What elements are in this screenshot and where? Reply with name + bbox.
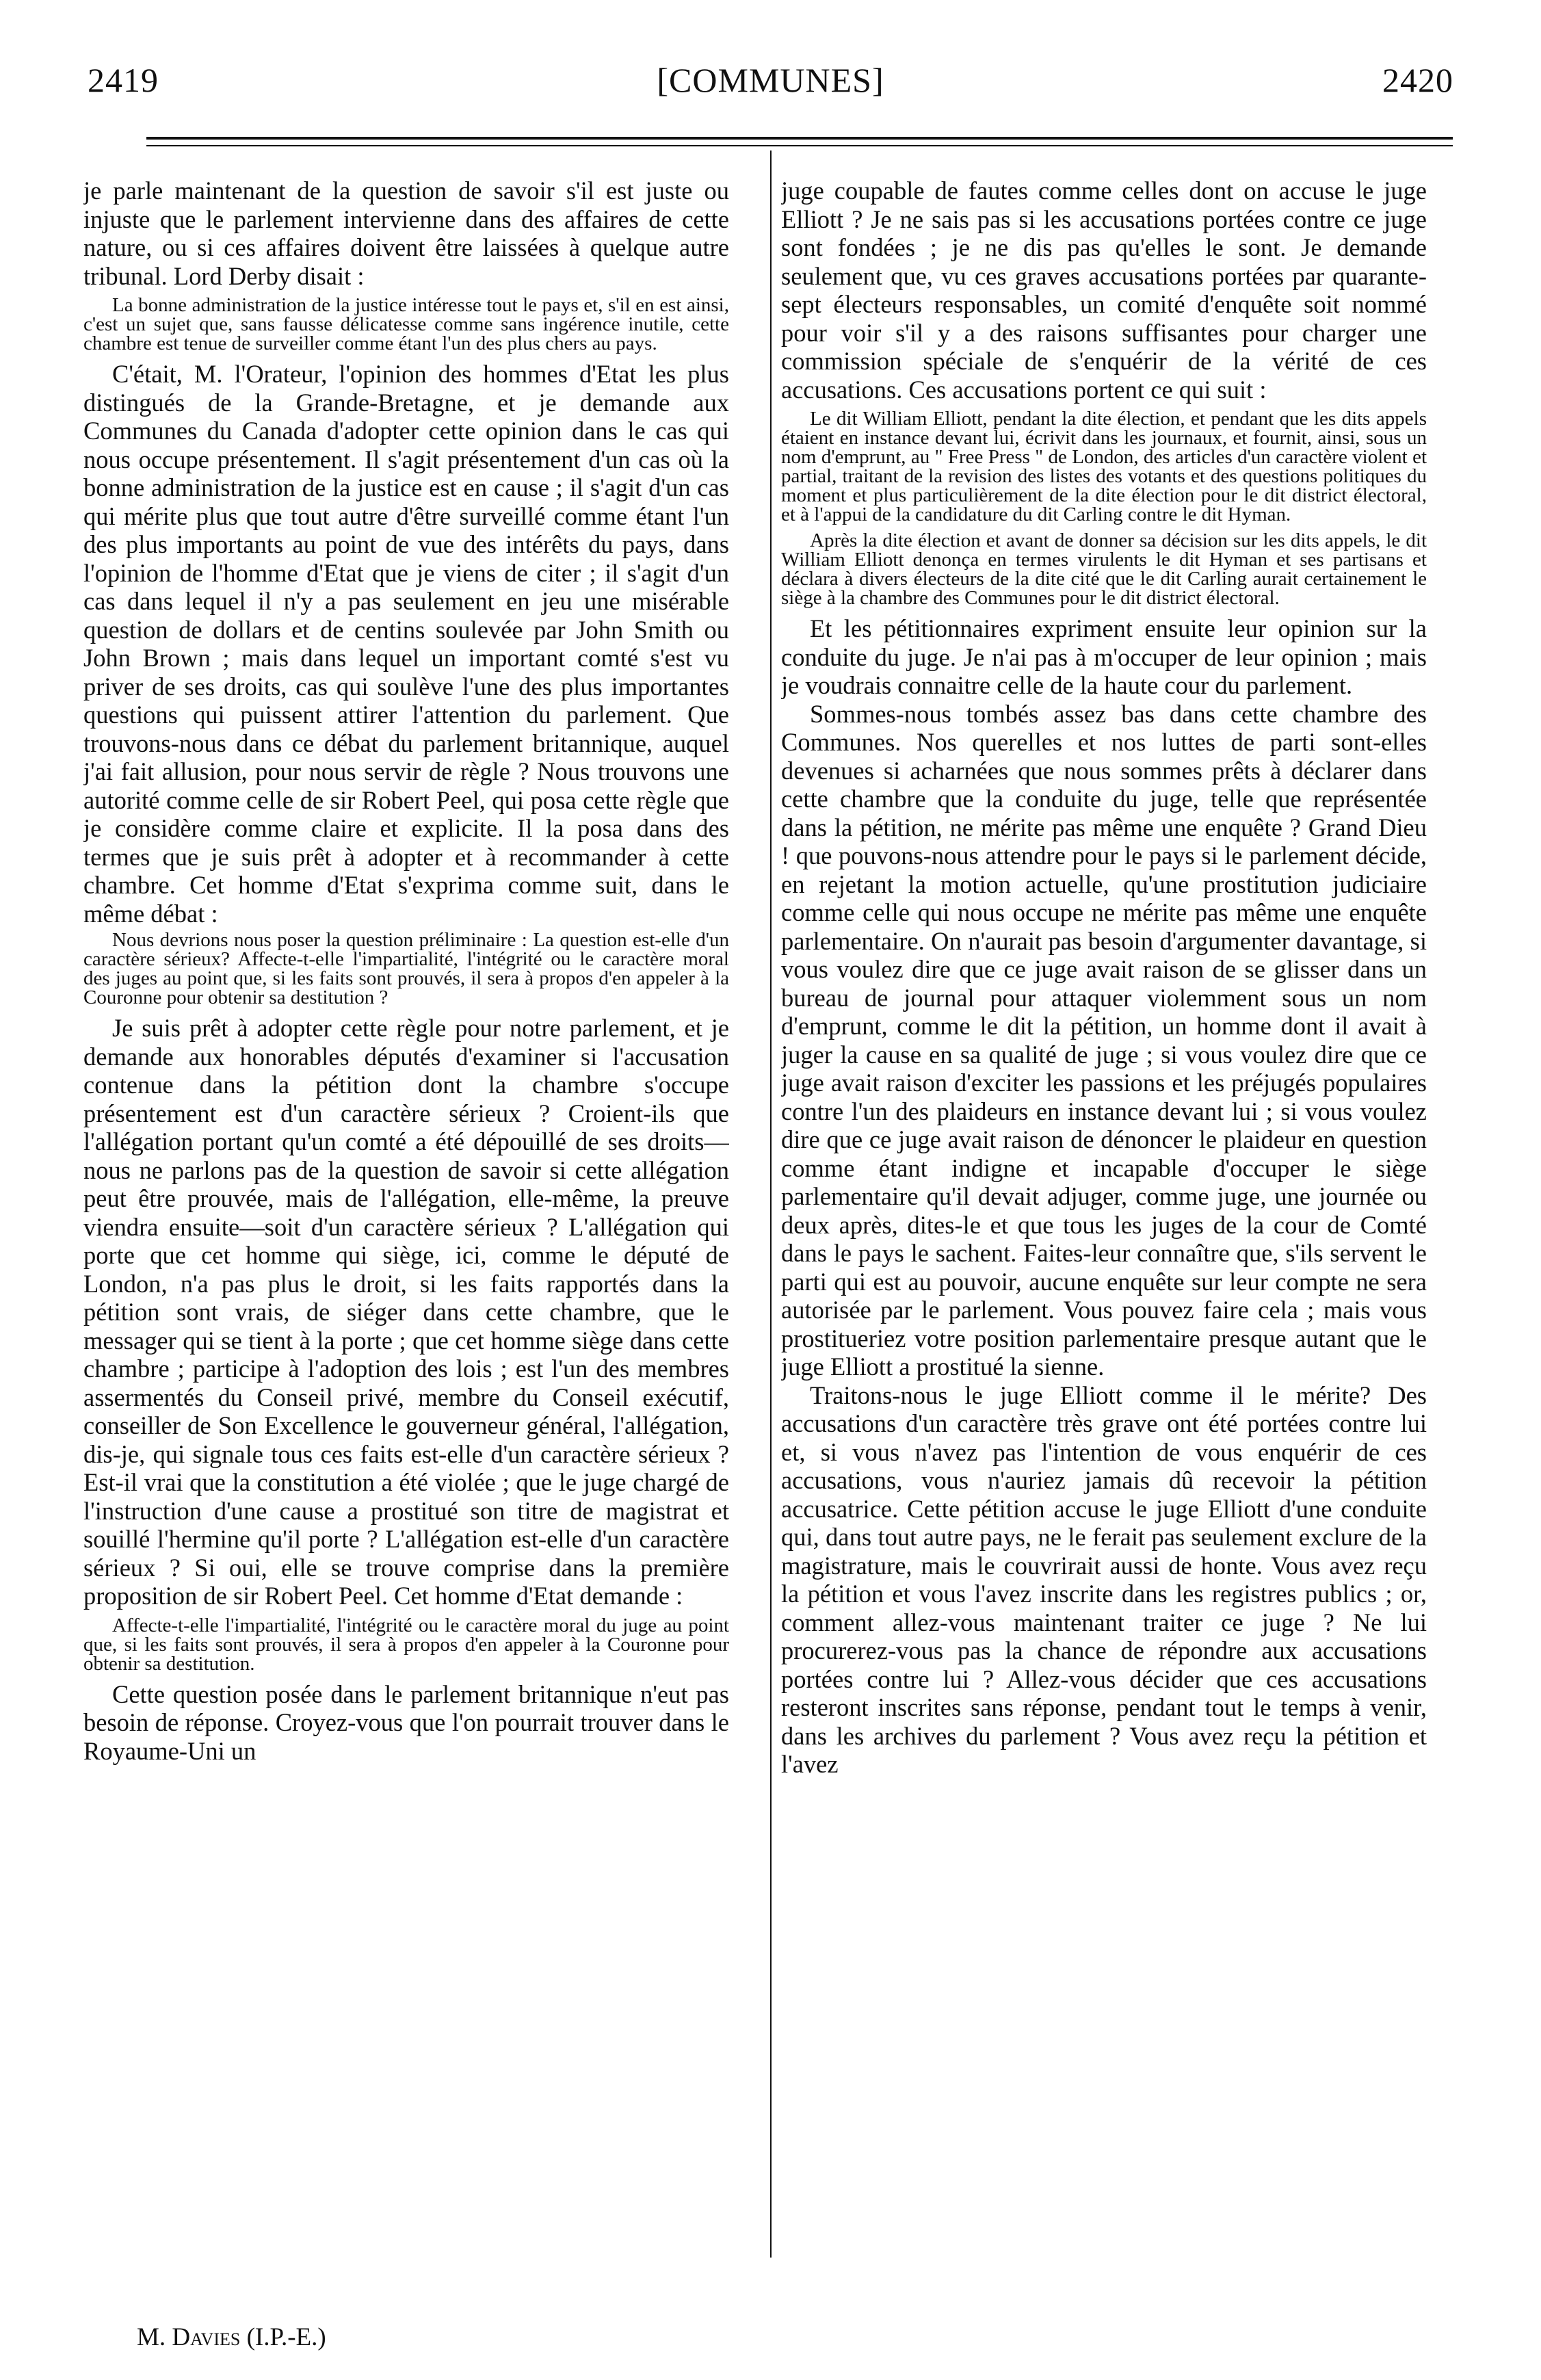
running-title: [COMMUNES] <box>657 61 884 99</box>
header-rule-thick <box>146 137 1453 140</box>
quotation: Après la dite élection et avant de donner sa décision sur les dits appels, le dit William Elliott denonça en termes virulents le dit Hyman et ses partisans et déclara à divers électeurs de la dite cité que le dit Carling aurait certainement le siège à la chambre des Communes pour le dit district électoral. <box>781 529 1427 609</box>
paragraph: je parle maintenant de la question de savoir s'il est juste ou injuste que le parlement intervienne dans des affaires de cette nature, ou si ces affaires doivent être laissées à quelque autre tribunal. Lord Derby disait : <box>83 176 729 290</box>
left-column <box>83 176 729 2284</box>
paragraph: Et les pétitionnaires expriment ensuite leur opinion sur la conduite du juge. Je n'ai pas à m'occuper de leur opinion ; mais je voudrais connaitre celle de la haute cour du parlement. <box>781 614 1427 699</box>
quotation: Nous devrions nous poser la question préliminaire : La question est-elle d'un caractère sérieux? Affecte-t-elle l'impartialité, l'intégrité ou le caractère moral des juges au point que, si les faits sont prouvés, il sera à propos d'en appeler à la Couronne pour obtenir sa destitution ? <box>83 929 729 1008</box>
page-header <box>88 60 1453 115</box>
column-divider <box>770 151 772 2258</box>
speaker-name: M. Davies (I.P.-E.) <box>137 2323 326 2351</box>
paragraph: C'était, M. l'Orateur, l'opinion des hommes d'Etat les plus distingués de la Grande-Bretagne, et je demande aux Communes du Canada d'adopter cette opinion dans le cas qui nous occupe présentement. Il s'agit présentement d'un cas où la bonne administration de la justice est en cause ; il s'agit d'un cas qui mérite plus que tout autre d'être surveillé comme étant l'un des plus importants au point de vue des intérêts du pays, dans l'opinion de l'homme d'Etat que je viens de citer ; il s'agit d'un cas dans lequel il n'y a pas seulement en jeu une misérable question de dollars et de centins soulevée par John Smith ou John Brown ; mais dans lequel un important comté s'est vu priver de ses droits, cas qui soulève l'une des plus importantes questions qui puissent attirer l'attention du parlement. Que trouvons-nous dans ce débat du parlement britannique, auquel j'ai fait allusion, pour nous servir de règle ? Nous trouvons une autorité comme celle de sir Robert Peel, qui posa cette règle que je considère comme claire et explicite. Il la posa dans des termes que je suis prêt à adopter et à recommander à cette chambre. Cet homme d'Etat s'exprima comme suit, dans le même débat : <box>83 360 729 928</box>
header-rule-thin <box>146 145 1453 146</box>
page-number-right: 2420 <box>1382 61 1453 99</box>
quotation: La bonne administration de la justice intéresse tout le pays et, s'il en est ainsi, c'est un sujet que, sans fausse délicatesse comme sans ingérence inutile, cette chambre est tenue de surveiller comme étant l'un des plus chers au pays. <box>83 294 729 354</box>
right-column <box>781 176 1427 2284</box>
paragraph: Cette question posée dans le parlement britannique n'eut pas besoin de réponse. Croyez-vous que l'on pourrait trouver dans le Royaume-Uni un <box>83 1679 729 1765</box>
speaker-footer <box>137 2323 326 2352</box>
page-number-left: 2419 <box>88 61 159 99</box>
paragraph: Je suis prêt à adopter cette règle pour notre parlement, et je demande aux honorables députés d'examiner si l'accusation contenue dans la pétition dont la chambre s'occupe présentement est d'un caractère sérieux ? Croient-ils que l'allégation portant qu'un comté a été dépouillé de ses droits—nous ne parlons pas de la question de savoir si cette allégation peut être prouvée, mais de l'allégation, elle-même, la preuve viendra ensuite—soit d'un caractère sérieux ? L'allégation qui porte que cet homme qui siège, ici, comme le député de London, n'a pas plus le droit, si les faits rapportés dans la pétition sont vrais, de siéger dans cette chambre, que le messager qui se tient à la porte ; que cet homme siège dans cette chambre ; participe à l'adoption des lois ; est l'un des membres assermentés du Conseil privé, membre du Conseil exécutif, conseiller de Son Excellence le gouverneur général, l'allégation, dis-je, qui signale tous ces faits est-elle d'un caractère sérieux ? Est-il vrai que la constitution a été violée ; que le juge chargé de l'instruction d'une cause a prostitué son titre de magistrat et souillé l'hermine qu'il porte ? L'allégation est-elle d'un caractère sérieux ? Si oui, elle se trouve comprise dans la première proposition de sir Robert Peel. Cet homme d'Etat demande : <box>83 1014 729 1610</box>
paragraph: Traitons-nous le juge Elliott comme il le mérite? Des accusations d'un caractère très grave ont été portées contre lui et, si vous n'avez pas l'intention de vous enquérir de ces accusations, vous n'auriez jamais dû recevoir la pétition accusatrice. Cette pétition accuse le juge Elliott d'une conduite qui, dans tout autre pays, ne le ferait pas seulement exclure de la magistrature, mais le couvrirait aussi de honte. Vous avez reçu la pétition et vous l'avez inscrite dans les registres publics ; or, comment allez-vous maintenant traiter ce juge ? Ne lui procurerez-vous pas la chance de répondre aux accusations portées contre lui ? Allez-vous décider que ces accusations resteront inscrites sans réponse, pendant tout le temps à venir, dans les archives du parlement ? Vous avez reçu la pétition et l'avez <box>781 1381 1427 1778</box>
quotation: Affecte-t-elle l'impartialité, l'intégrité ou le caractère moral du juge au point que, si les faits sont prouvés, il sera à propos d'en appeler à la Couronne pour obtenir sa destitution. <box>83 1614 729 1675</box>
paragraph: Sommes-nous tombés assez bas dans cette chambre des Communes. Nos querelles et nos luttes de parti sont-elles devenues si acharnées que nous sommes prêts à déclarer dans cette chambre que la conduite du juge, telle que représentée dans la pétition, ne mérite pas même une enquête ? Grand Dieu ! que pouvons-nous attendre pour le pays si le parlement décide, en rejetant la motion actuelle, qu'une prostitution judiciaire comme celle qui nous occupe ne mérite pas même une enquête parlementaire. On n'aurait pas besoin d'argumenter davantage, si vous voulez dire que ce juge avait raison de se glisser dans un bureau de journal pour attaquer violemment sous un nom d'emprunt, comme le dit la pétition, un homme dont il avait à juger la cause en sa qualité de juge ; si vous voulez dire que ce juge avait raison d'exciter les passions et les préjugés populaires contre l'un des plaideurs en instance devant lui ; si vous voulez dire que ce juge avait raison de dénoncer le plaideur en question comme étant indigne et incapable d'occuper le siège parlementaire qu'il devait adjuger, comme juge, une journée ou deux après, dites-le et que tous les juges de la cour de Comté dans le pays le sachent. Faites-leur connaître que, s'ils servent le parti qui est au pouvoir, aucune enquête sur leur compte ne sera autorisée par le parlement. Vous pouvez faire cela ; mais vous prostitueriez votre position parlementaire presque autant que le juge Elliott a prostitué la sienne. <box>781 699 1427 1381</box>
paragraph: juge coupable de fautes comme celles dont on accuse le juge Elliott ? Je ne sais pas si les accusations portées contre ce juge sont fondées ; je ne dis pas qu'elles le sont. Je demande seulement que, vu ces graves accusations portées par quarante-sept électeurs responsables, un comité d'enquête soit nommé pour voir s'il y a des raisons suffisantes pour charger une commission spéciale de s'enquérir de la vérité de ces accusations. Ces accusations portent ce qui suit : <box>781 176 1427 404</box>
quotation: Le dit William Elliott, pendant la dite élection, et pendant que les dits appels étaient en instance devant lui, écrivit dans les journaux, et fournit, ainsi, sous un nom d'emprunt, au " Free Press " de London, des articles d'un caractère violent et partial, traitant de la revision des listes des votants et des questions politiques du moment et plus particulièrement de la dite élection pour le dit district électoral, et à l'appui de la candidature du dit Carling contre le dit Hyman. <box>781 408 1427 525</box>
